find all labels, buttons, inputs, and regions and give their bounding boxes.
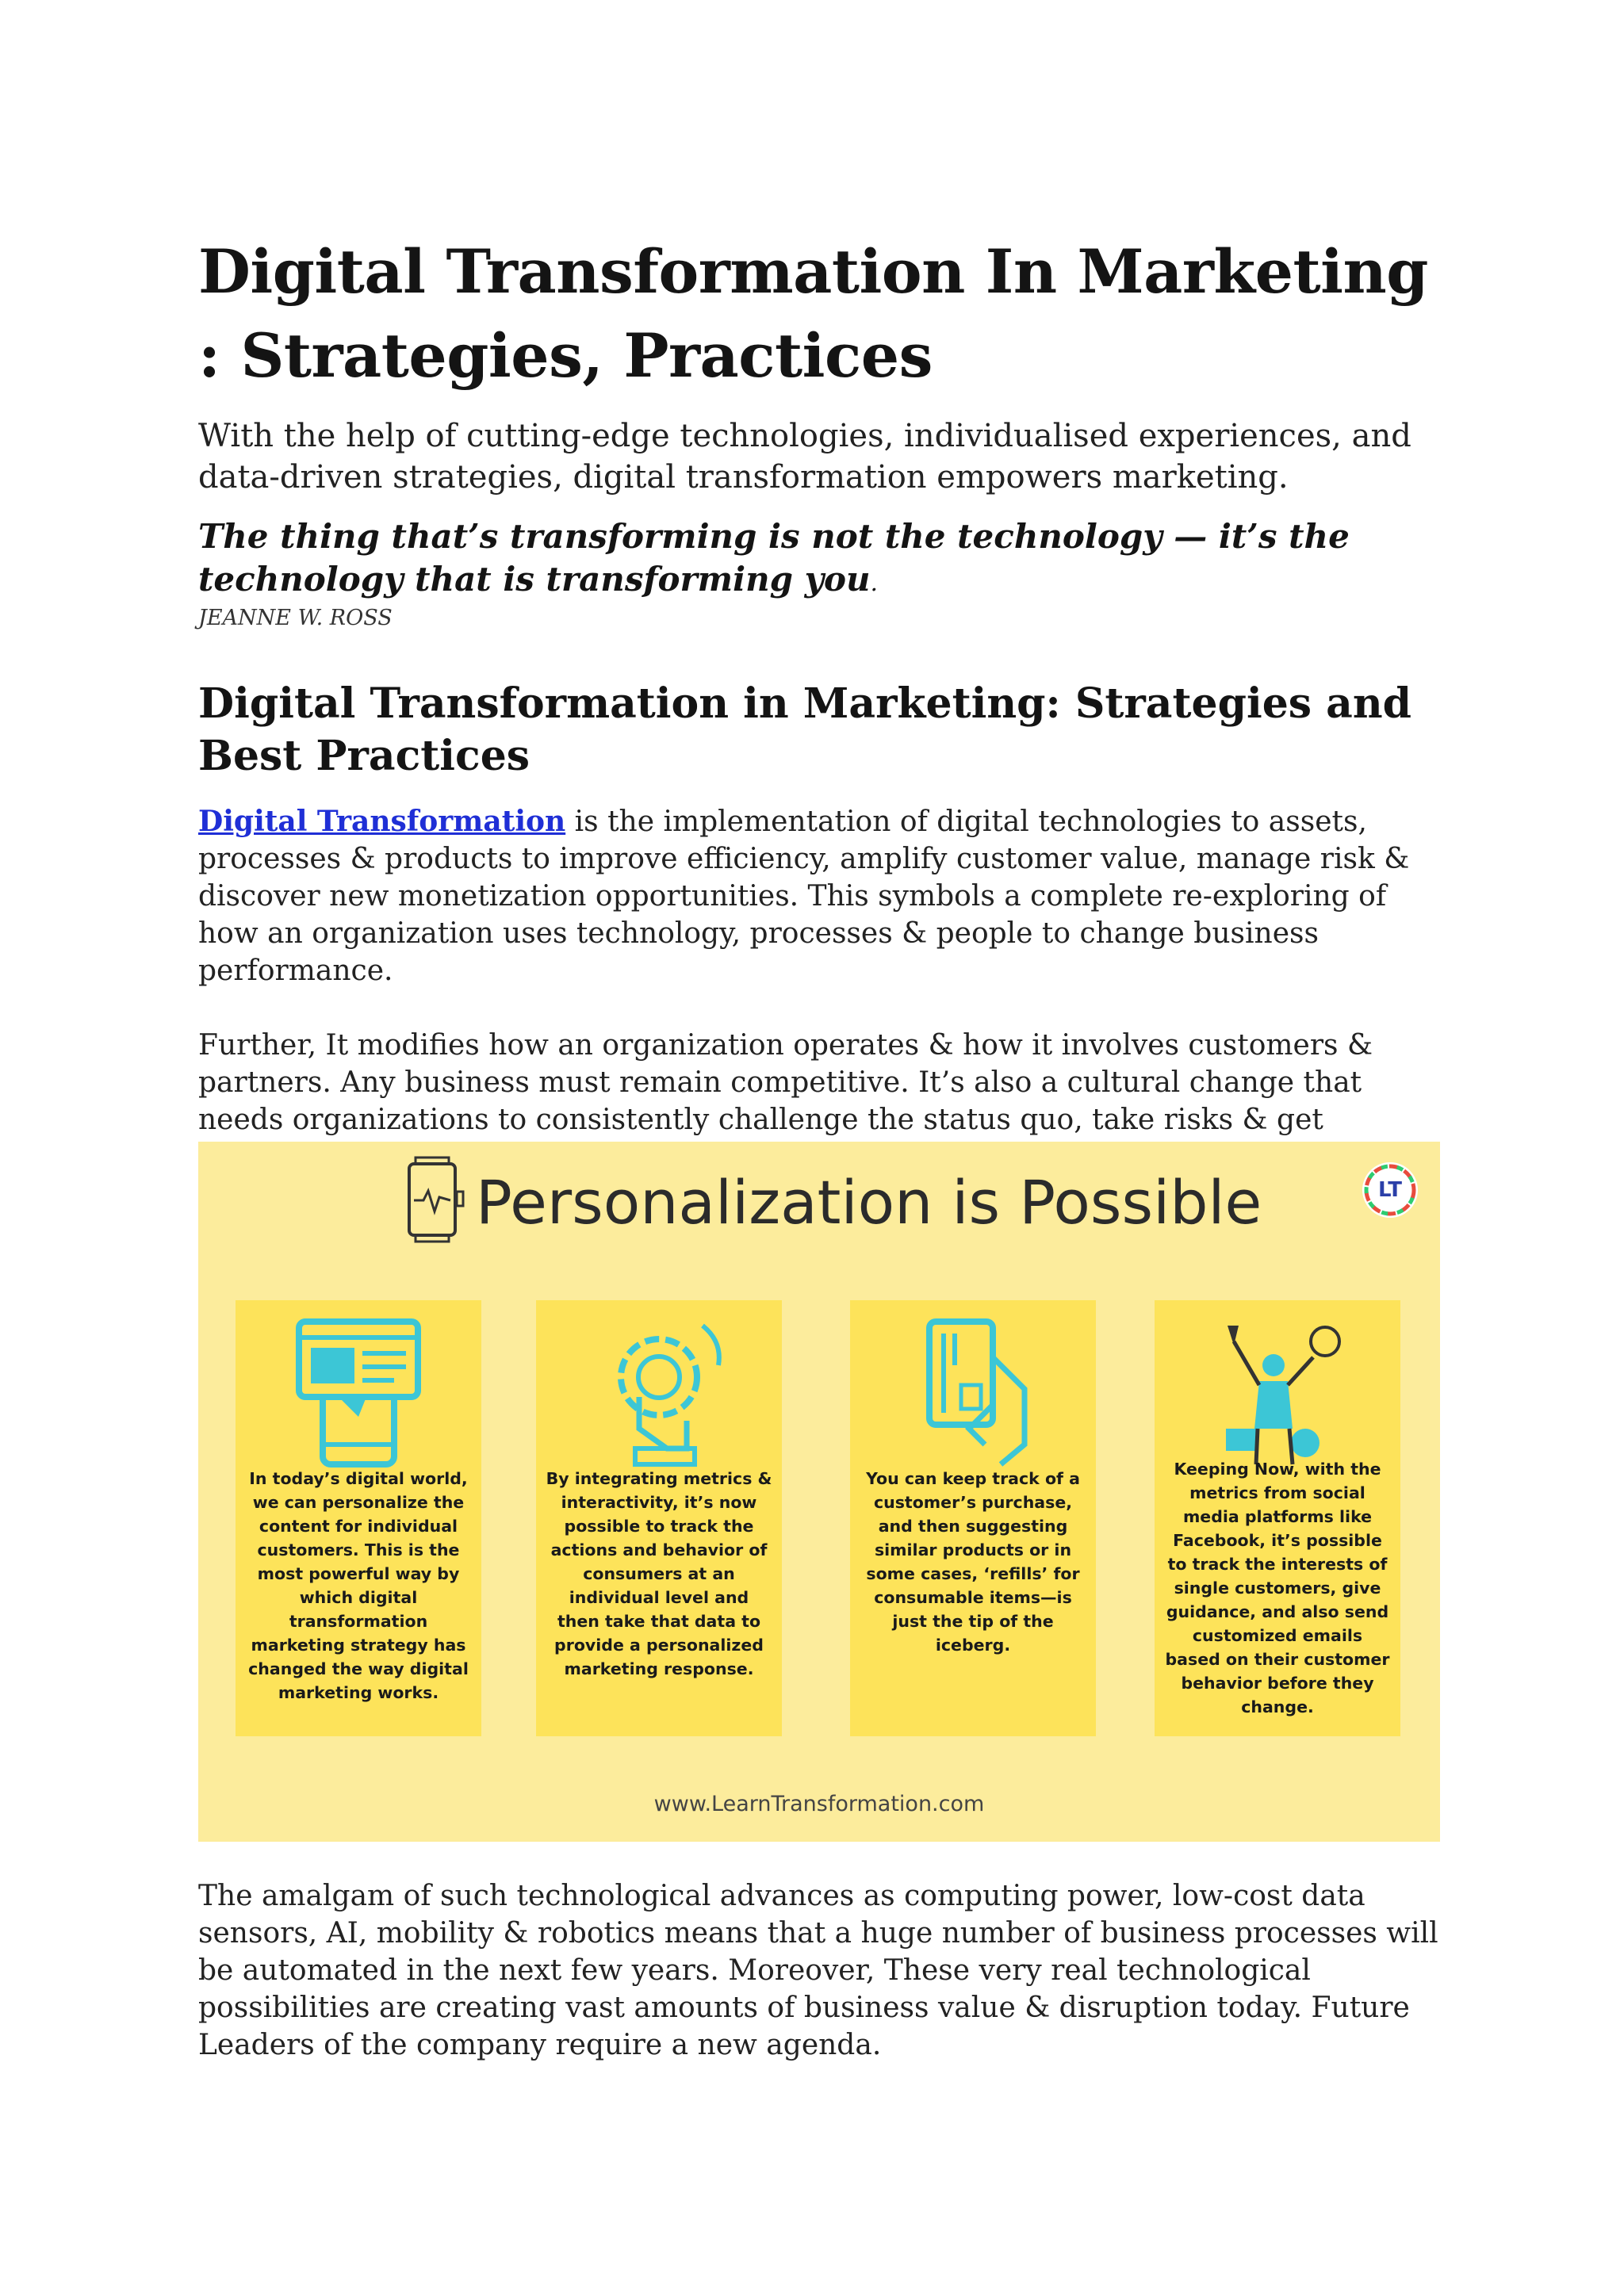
card-integrating-metrics — [536, 1300, 782, 1736]
gear-hand-icon — [592, 1310, 726, 1468]
quote-text: The thing that’s transforming is not the technology — it’s the technology that is transforming you — [198, 517, 1350, 599]
page-title: Digital Transformation In Marketing : Strategies, Practices — [198, 236, 1428, 391]
article-bottom — [198, 1877, 1440, 2064]
hobbies-person-icon — [1210, 1310, 1345, 1468]
card-hand-icon — [906, 1310, 1040, 1468]
card-text: You can keep track of a customer’s purchase, and then suggesting similar products or in some cases, ‘refills’ for consumable items—is just the tip of the iceberg. — [866, 1469, 1080, 1655]
card-personalize-content — [236, 1300, 481, 1736]
lt-logo — [1362, 1162, 1418, 1218]
card-text: By integrating metrics & interactivity, it’s now possible to track the actions and behavior of consumers at an individual level and then take that data to provide a personalized marketing response. — [546, 1469, 772, 1678]
paragraph-intro — [198, 803, 1440, 989]
lt-logo-text: LT — [1378, 1178, 1402, 1202]
card-text: In today’s digital world, we can personalize the content for individual customers. This is the most powerful way by which digital transformation marketing strategy has changed the way digital marketing works. — [248, 1469, 469, 1702]
smartwatch-icon — [404, 1156, 468, 1243]
paragraph-intro-text: is the implementation of digital technologies to assets, processes & products to improve efficiency, amplify customer value, manage risk & discover new monetization opportunities. This symbols a complete re-exploring of how an organization uses technology, processes & people to change business performance. — [198, 806, 1410, 987]
pull-quote — [198, 515, 1440, 605]
quote-period: . — [870, 569, 879, 597]
digital-transformation-link[interactable]: Digital Transformation — [198, 805, 566, 838]
personalization-infographic — [198, 1142, 1440, 1842]
quote-author: JEANNE W. ROSS — [198, 606, 393, 630]
infographic-url: www.LearnTransformation.com — [653, 1792, 985, 1816]
card-track-purchase — [850, 1300, 1096, 1736]
infographic-title: Personalization is Possible — [476, 1167, 1262, 1238]
paragraph-culture: Further, It modifies how an organization operates & how it involves customers & partners. Any business must remain competitive. It’s also a cultural change that needs organizations to consistently challenge the status quo, take risks & get — [198, 1029, 1373, 1136]
paragraph-agenda: The amalgam of such technological advances as computing power, low-cost data sensors, AI, mobility & robotics means that a huge number of business processes will be automated in the next few years. Moreover, These very real technological possibilities are creating vast amounts of business value & disruption today. Future Leaders of the company require a new agenda. — [198, 1880, 1438, 2061]
lede-paragraph: With the help of cutting-edge technologies, individualised experiences, and data-driven strategies, digital transformation empowers marketing. — [198, 418, 1411, 496]
card-social-metrics — [1155, 1300, 1400, 1736]
section-heading: Digital Transformation in Marketing: Strategies and Best Practices — [198, 679, 1412, 780]
card-text: Keeping Now, with the metrics from social media platforms like Facebook, it’s possible to track the interests of single customers, give guidance, and also send customized emails based on their customer behavior before they change. — [1165, 1460, 1390, 1716]
article-top — [198, 230, 1440, 1176]
mobile-chat-icon — [291, 1310, 426, 1468]
